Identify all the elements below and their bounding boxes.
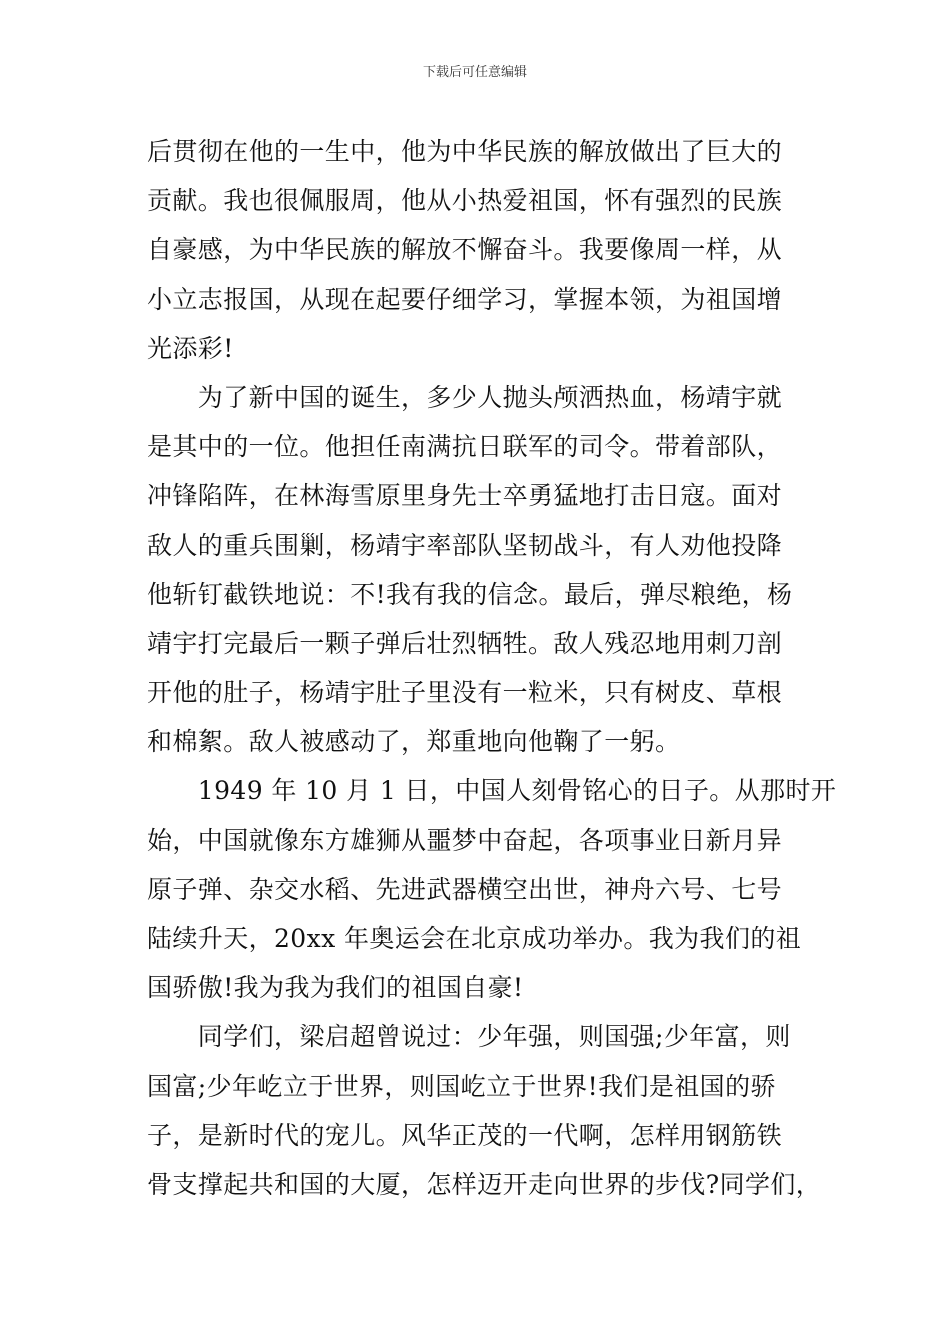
text-line: 1949 年 10 月 1 日，中国人刻骨铭心的日子。从那时开 <box>147 776 837 806</box>
body-text <box>147 127 837 1209</box>
text-line: 陆续升天，20xx 年奥运会在北京成功举办。我为我们的祖 <box>147 924 802 953</box>
text-line: 靖宇打完最后一颗子弹后壮烈牺牲。敌人残忍地用刺刀剖 <box>147 628 783 658</box>
text-line: 开他的肚子，杨靖宇肚子里没有一粒米，只有树皮、草根 <box>147 678 783 708</box>
text-line: 是其中的一位。他担任南满抗日联军的司令。带着部队， <box>147 432 783 462</box>
text-line: 光添彩! <box>147 333 234 363</box>
text-line: 子，是新时代的宠儿。风华正茂的一代啊，怎样用钢筋铁 <box>147 1120 783 1150</box>
page-header: 下载后可任意编辑 <box>422 65 527 80</box>
text-line: 和棉絮。敌人被感动了，郑重地向他鞠了一躬。 <box>147 727 681 757</box>
text-line: 冲锋陷阵，在林海雪原里身先士卒勇猛地打击日寇。面对 <box>147 481 783 511</box>
text-line: 原子弹、杂交水稻、先进武器横空出世，神舟六号、七号 <box>147 874 783 904</box>
text-line: 贡献。我也很佩服周，他从小热爱祖国，怀有强烈的民族 <box>147 186 783 216</box>
text-line: 敌人的重兵围剿，杨靖宇率部队坚韧战斗，有人劝他投降 <box>147 530 783 560</box>
text-line: 为了新中国的诞生，多少人抛头颅洒热血，杨靖宇就 <box>147 382 783 412</box>
text-line: 国骄傲!我为我为我们的祖国自豪! <box>147 973 524 1003</box>
text-line: 国富;少年屹立于世界，则国屹立于世界!我们是祖国的骄 <box>147 1071 776 1101</box>
text-line: 同学们，梁启超曾说过：少年强，则国强;少年富，则 <box>147 1022 791 1052</box>
text-line: 后贯彻在他的一生中，他为中华民族的解放做出了巨大的 <box>147 137 783 166</box>
text-line: 自豪感，为中华民族的解放不懈奋斗。我要像周一样，从 <box>147 235 783 265</box>
text-line: 他斩钉截铁地说：不!我有我的信念。最后，弹尽粮绝，杨 <box>147 579 793 609</box>
text-line: 骨支撑起共和国的大厦，怎样迈开走向世界的步伐?同学们， <box>147 1169 822 1199</box>
text-line: 小立志报国，从现在起要仔细学习，掌握本领，为祖国增 <box>147 284 783 314</box>
text-line: 始，中国就像东方雄狮从噩梦中奋起，各项事业日新月异 <box>147 825 783 855</box>
